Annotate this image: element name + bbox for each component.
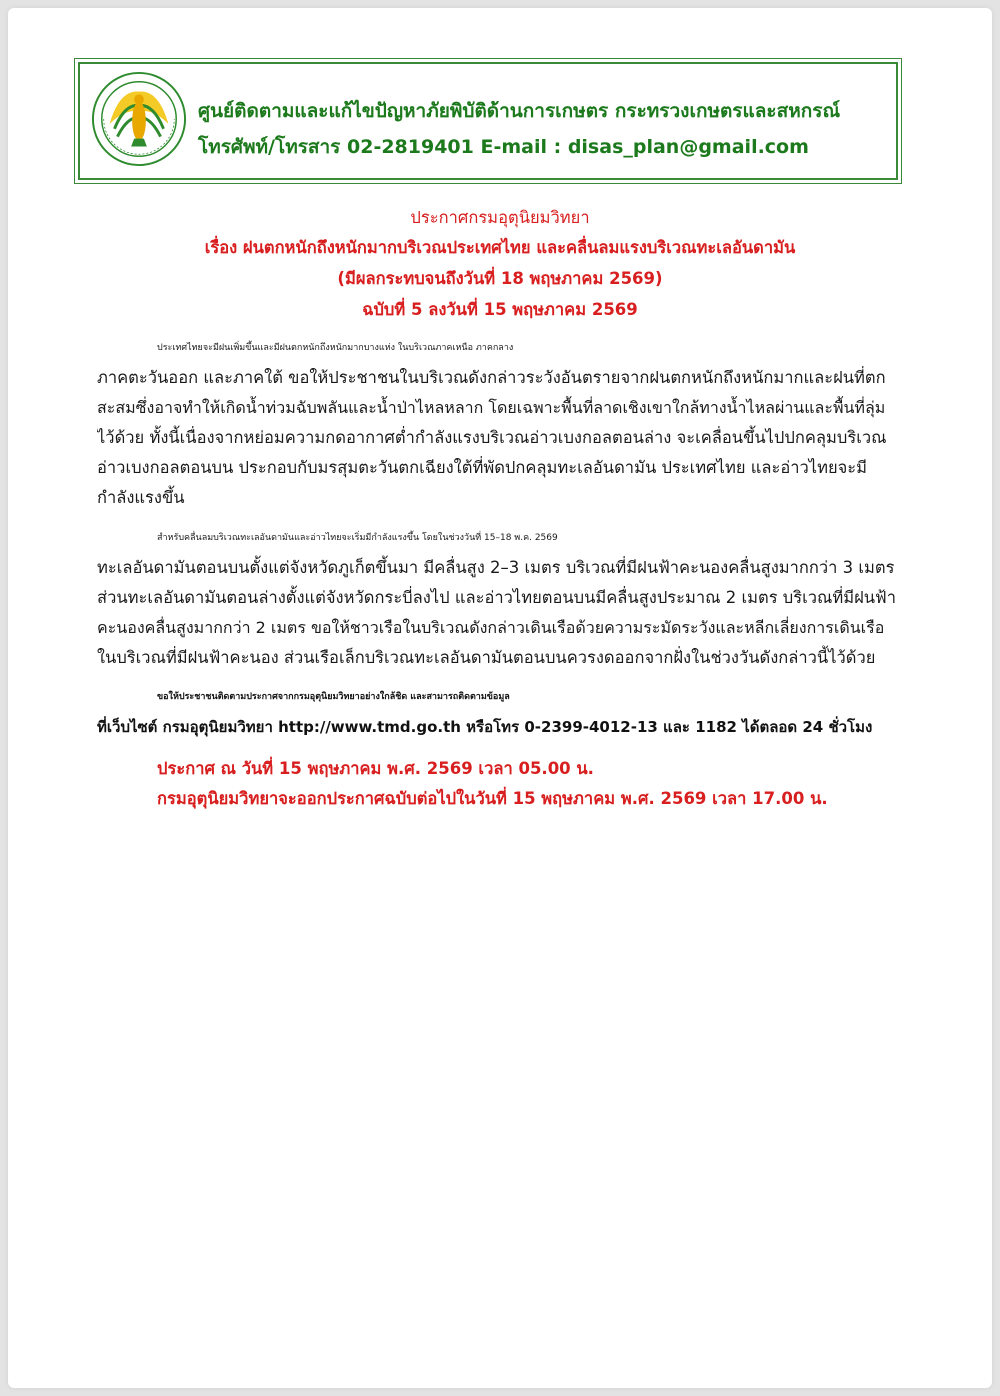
paragraph-line: ทะเลอันดามันตอนบนตั้งแต่จังหวัดภูเก็ตขึ้นมา มีคลื่นสูง 2–3 เมตร บริเวณที่มีฝนฟ้าคะนองคลื่นสูงมากกว่า 3 เมตร bbox=[97, 558, 895, 577]
ministry-of-agriculture-seal-icon bbox=[90, 70, 188, 168]
letterhead-contact: โทรศัพท์/โทรสาร 02-2819401 E-mail : disas_plan@gmail.com bbox=[198, 136, 809, 158]
next-announcement-notice: กรมอุตุนิยมวิทยาจะออกประกาศฉบับต่อไปในวันที่ 15 พฤษภาคม พ.ศ. 2569 เวลา 17.00 น. bbox=[157, 789, 828, 808]
announcement-effect-period: (มีผลกระทบจนถึงวันที่ 18 พฤษภาคม 2569) bbox=[337, 269, 663, 288]
body-paragraph-advisory bbox=[97, 682, 897, 742]
letterhead-organization: ศูนย์ติดตามและแก้ไขปัญหาภัยพิบัติด้านการเกษตร กระทรวงเกษตรและสหกรณ์ bbox=[198, 100, 841, 122]
issued-datetime: ประกาศ ณ วันที่ 15 พฤษภาคม พ.ศ. 2569 เวลา 05.00 น. bbox=[157, 759, 594, 778]
paragraph-line: สำหรับคลื่นลมบริเวณทะเลอันดามันและอ่าวไทยจะเริ่มมีกำลังแรงขึ้น โดยในช่วงวันที่ 15–18 พ.ค. 2569 bbox=[157, 533, 558, 543]
announcement-issuer: ประกาศกรมอุตุนิยมวิทยา bbox=[410, 208, 590, 227]
announcement-subject: เรื่อง ฝนตกหนักถึงหนักมากบริเวณประเทศไทย และคลื่นลมแรงบริเวณทะเลอันดามัน bbox=[204, 238, 796, 257]
paragraph-line: ประเทศไทยจะมีฝนเพิ่มขึ้นและมีฝนตกหนักถึงหนักมากบางแห่ง ในบริเวณภาคเหนือ ภาคกลาง bbox=[157, 343, 514, 353]
body-paragraph-waves bbox=[97, 523, 897, 673]
paragraph-line: สะสมซึ่งอาจทำให้เกิดน้ำท่วมฉับพลันและน้ำป่าไหลหลาก โดยเฉพาะพื้นที่ลาดเชิงเขาใกล้ทางน้ำไหลผ่านและพื้นที่ลุ่ม bbox=[97, 398, 886, 417]
paragraph-line: ส่วนทะเลอันดามันตอนล่างตั้งแต่จังหวัดกระบี่ลงไป และอ่าวไทยตอนบนมีคลื่นสูงประมาณ 2 เมตร บริเวณที่มีฝนฟ้า bbox=[97, 588, 896, 607]
paragraph-line: ขอให้ประชาชนติดตามประกาศจากกรมอุตุนิยมวิทยาอย่างใกล้ชิด และสามารถติดตามข้อมูล bbox=[157, 692, 510, 702]
body-paragraph-rain bbox=[97, 333, 897, 513]
paragraph-line: กำลังแรงขึ้น bbox=[97, 488, 185, 507]
paragraph-line: ไว้ด้วย ทั้งนี้เนื่องจากหย่อมความกดอากาศต่ำกำลังแรงบริเวณอ่าวเบงกอลตอนล่าง จะเคลื่อนขึ้นไปปกคลุมบริเวณ bbox=[97, 428, 887, 447]
letterhead-box bbox=[78, 62, 898, 180]
paragraph-line: ภาคตะวันออก และภาคใต้ ขอให้ประชาชนในบริเวณดังกล่าวระวังอันตรายจากฝนตกหนักถึงหนักมากและฝนที่ตก bbox=[97, 368, 886, 387]
paragraph-line: ที่เว็บไซต์ กรมอุตุนิยมวิทยา http://www.tmd.go.th หรือโทร 0-2399-4012-13 และ 1182 ได้ตลอด 24 ชั่วโมง bbox=[97, 718, 873, 736]
paragraph-line: อ่าวเบงกอลตอนบน ประกอบกับมรสุมตะวันตกเฉียงใต้ที่พัดปกคลุมทะเลอันดามัน ประเทศไทย และอ่าวไทยจะมี bbox=[97, 458, 868, 477]
paragraph-line: คะนองคลื่นสูงมากกว่า 2 เมตร ขอให้ชาวเรือในบริเวณดังกล่าวเดินเรือด้วยความระมัดระวังและหลีกเลี่ยงการเดินเรือ bbox=[97, 618, 885, 637]
announcement-issue-number: ฉบับที่ 5 ลงวันที่ 15 พฤษภาคม 2569 bbox=[362, 300, 638, 319]
paragraph-line: ในบริเวณที่มีฝนฟ้าคะนอง ส่วนเรือเล็กบริเวณทะเลอันดามันตอนบนควรงดออกจากฝั่งในช่วงวันดังกล่าวนี้ไว้ด้วย bbox=[97, 648, 876, 667]
